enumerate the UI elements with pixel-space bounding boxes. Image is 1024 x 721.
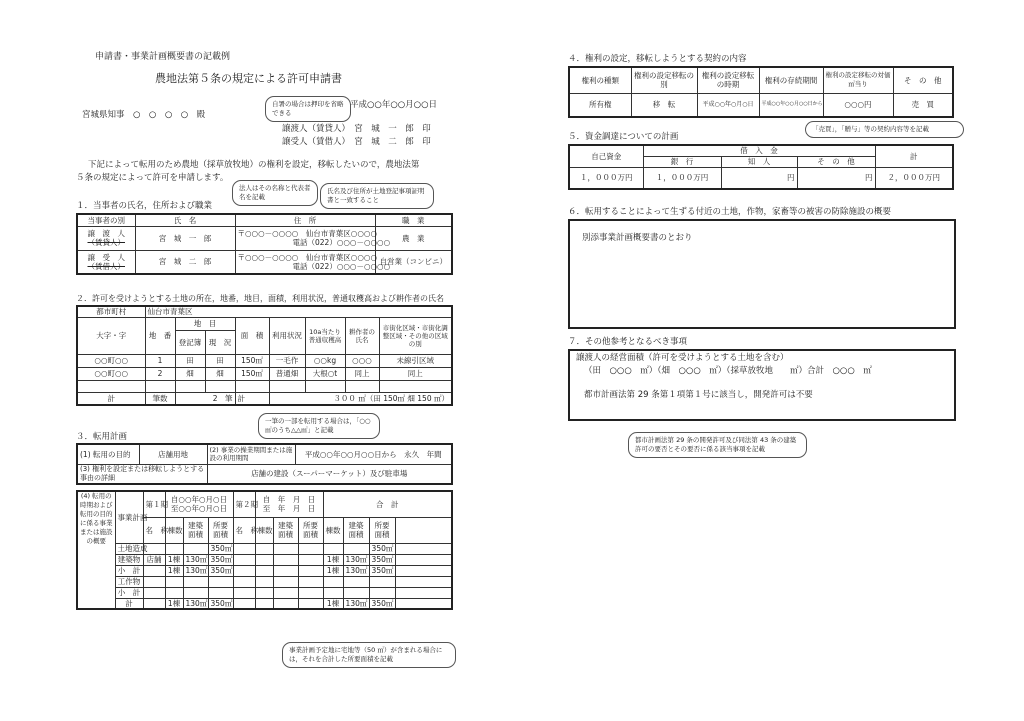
- plan-cell: [183, 543, 208, 554]
- party-phone: 電話（022）○○○－○○○○: [292, 261, 391, 271]
- land-header: 大字・字: [77, 317, 145, 354]
- application-date: 平成○○年○○月○○日: [350, 100, 438, 110]
- plan-cell: 1棟: [165, 598, 183, 609]
- parties-header: 氏 名: [135, 214, 235, 226]
- party-subtype: （賃貸人）: [87, 238, 125, 247]
- plan-cell: [143, 565, 165, 576]
- plan-cell: [143, 576, 165, 587]
- plan-cell: [369, 587, 395, 598]
- plan-cell: 350㎡: [208, 565, 233, 576]
- phase1-from: 自○○年○月○日: [170, 495, 228, 505]
- contract-table: [568, 66, 954, 118]
- plan-cell: [165, 543, 183, 554]
- bank-label: 銀 行: [643, 156, 721, 167]
- partial-note-callout: 一筆の一部を転用する場合は，「○○㎡のうち△△㎡」と記載: [258, 413, 380, 439]
- plan-row-label: 小 計: [115, 565, 143, 576]
- funding-total-label: 計: [875, 145, 953, 167]
- sec2-heading: ２．許可を受けようとする土地の所在，地番，地目，面積，利用状況，普通収穫高および耕作者の氏名: [76, 294, 444, 303]
- land-header: 市街化区域・市街化調整区域・その他の区域の別: [379, 317, 452, 354]
- party-subtype: （賃借人）: [87, 261, 125, 271]
- land-header: 現 況: [205, 330, 235, 354]
- timing-label: (4) 転用の時期および転用の目的に係る事業または施設の概要: [77, 491, 115, 609]
- plan-cell: 350㎡: [208, 554, 233, 565]
- plan-cell: 350㎡: [369, 543, 395, 554]
- land-cell: 150㎡: [235, 367, 269, 380]
- plan-col-header: 名 称: [233, 517, 255, 543]
- seal-note-callout: 自署の場合は押印を省略できる: [265, 96, 351, 122]
- land-cell: 一毛作: [269, 354, 305, 367]
- plan-cell: 1棟: [323, 565, 343, 576]
- land-cell: 畑: [205, 367, 235, 380]
- land-cell: 1: [145, 354, 175, 367]
- plan-cell: [183, 576, 208, 587]
- plan-cell: 1棟: [165, 554, 183, 565]
- table-row: [77, 543, 452, 554]
- party-name: 宮 城 二 郎: [135, 250, 235, 274]
- land-cell: ○○○: [345, 354, 379, 367]
- plan-cell: [143, 587, 165, 598]
- purpose-value: 店舗用地: [139, 444, 207, 464]
- table-row: [77, 587, 452, 598]
- contract-value: 移 転: [631, 93, 697, 117]
- plan-cell: [165, 587, 183, 598]
- plan-cell: [343, 576, 369, 587]
- table-row: [77, 354, 452, 367]
- city-label: 都市町村: [77, 306, 145, 317]
- own-funds-value: １，０００万円: [569, 167, 643, 189]
- table-row: [77, 226, 452, 250]
- other-matters-line1: 譲渡人の経営面積（許可を受けようとする土地を含む）: [576, 353, 789, 363]
- table-row: [569, 167, 953, 189]
- plan-col-header: 所要面積: [298, 517, 323, 543]
- plan-row-label: 土地造成: [115, 543, 143, 554]
- land-cell: 未線引区域: [379, 354, 452, 367]
- table-row: [77, 250, 452, 274]
- plan-cell: [323, 543, 343, 554]
- plan-cell: [208, 587, 233, 598]
- friend-label: 知 人: [721, 156, 797, 167]
- sec6-heading: ６．転用することによって生ずる付近の土地，作物，家畜等の被害の防除施設の概要: [568, 207, 892, 217]
- plan-row-label: 建築物: [115, 554, 143, 565]
- contract-value: 平成○○年○○月○○日から: [759, 93, 823, 117]
- land-cell: 同上: [345, 367, 379, 380]
- land-cell: 田: [205, 354, 235, 367]
- land-cell: ○○町○○: [77, 354, 145, 367]
- table-row: [569, 93, 953, 117]
- plan-cell: [343, 543, 369, 554]
- form-title: 農地法第５条の規定による許可申請書: [155, 72, 342, 85]
- party-phone: 電話（022）○○○－○○○○: [292, 238, 391, 247]
- address-note-callout: 氏名及び住所が土地登記事項証明書と一致すること: [320, 183, 434, 209]
- homestead-note-callout: 事業計画予定地に宅地等（50 ㎡）が含まれる場合には，それを合計した所要面積を記載: [282, 642, 456, 668]
- land-total-label: 計: [77, 392, 145, 405]
- land-cell: 大根○t: [305, 367, 345, 380]
- phase1-to: 至○○年○月○日: [170, 504, 228, 514]
- plan-col-header: 所要面積: [369, 517, 395, 543]
- addressee: 宮城県知事 ○ ○ ○ ○ 殿: [82, 110, 206, 120]
- sec5-heading: ５．資金調達についての計画: [568, 132, 679, 142]
- sec1-heading: １．当事者の氏名，住所および職業: [76, 201, 213, 211]
- party-type: 譲 受 人: [87, 252, 125, 262]
- plan-cell: 店舗: [143, 554, 165, 565]
- land-cell: ○○町○○: [77, 367, 145, 380]
- plan-table: [76, 490, 453, 610]
- plan-header-table: [76, 443, 453, 485]
- plan-cell: [369, 576, 395, 587]
- phase2-label: 第２期: [233, 491, 255, 517]
- contract-header: 権利の設定移転の時期: [697, 67, 759, 93]
- other-label: そ の 他: [797, 156, 875, 167]
- loan-label: 借 入 金: [643, 145, 875, 156]
- party-name: 宮 城 一 郎: [135, 226, 235, 250]
- phase2-to: 至 年 月 日: [262, 504, 316, 514]
- plan-cell: 350㎡: [369, 554, 395, 565]
- land-header: 耕作者の氏名: [345, 317, 379, 354]
- contract-header: そ の 他: [893, 67, 953, 93]
- plan-cell: 350㎡: [208, 543, 233, 554]
- plan-row-label: 計: [115, 598, 143, 609]
- land-total-area: ３００ ㎡（田 150㎡ 畑 150 ㎡）: [269, 392, 452, 405]
- plan-cell: 1棟: [323, 598, 343, 609]
- table-row: [77, 367, 452, 380]
- table-row: [77, 554, 452, 565]
- party-job: 自営業（コンビニ）: [375, 250, 452, 274]
- parties-header: 職 業: [375, 214, 452, 226]
- funding-table: [568, 144, 954, 190]
- bank-value: １，０００万円: [643, 167, 721, 189]
- land-header: 地 番: [145, 317, 175, 354]
- land-cell: 150㎡: [235, 354, 269, 367]
- intro-line-2: ５条の規定によって許可を申請します。: [76, 173, 229, 183]
- land-cell: ○○kg: [305, 354, 345, 367]
- contract-header: 権利の存続期間: [759, 67, 823, 93]
- land-header: 面 積: [235, 317, 269, 354]
- sec7-heading: ７．その他参考となるべき事項: [568, 337, 688, 347]
- plan-col-header: 棟数: [255, 517, 273, 543]
- contract-value: ○○○円: [823, 93, 893, 117]
- land-cell: 田: [175, 354, 205, 367]
- funding-total-value: ２，０００万円: [875, 167, 953, 189]
- land-cell: 2: [145, 367, 175, 380]
- plan-label: 事業計画: [115, 491, 143, 543]
- land-cell: 同上: [379, 367, 452, 380]
- land-header: 10a当たり普通収穫高: [305, 317, 345, 354]
- damage-prevention-text: 別添事業計画概要書のとおり: [582, 233, 693, 243]
- plan-cell: [208, 576, 233, 587]
- plan-cell: 130㎡: [183, 598, 208, 609]
- damage-prevention-box: [568, 219, 956, 329]
- contract-value: 平成○○年○月○日: [697, 93, 759, 117]
- table-row: [77, 565, 452, 576]
- other-matters-line2: （田 ○○○ ㎡）（畑 ○○○ ㎡）（採草放牧地 ㎡）合計 ○○○ ㎡: [584, 366, 872, 376]
- plan-col-header: 名 称: [143, 517, 165, 543]
- plan-cell: [143, 598, 165, 609]
- land-count: 2 筆: [175, 392, 235, 405]
- parties-header: 住 所: [235, 214, 375, 226]
- sec3-heading: ３．転用計画: [76, 432, 128, 442]
- plan-col-header: 所要面積: [208, 517, 233, 543]
- contract-note-callout: 「売買」，「贈与」等の契約内容等を記載: [805, 121, 964, 138]
- contract-header: 権利の設定移転の対価 ㎡当り: [823, 67, 893, 93]
- plan-col-header: 棟数: [323, 517, 343, 543]
- period-label: (2) 事業の操業期間または施設の利用期間: [207, 444, 295, 464]
- assignor-line: 譲渡人（賃貸人） 宮 城 一 郎 印: [282, 124, 431, 134]
- parties-table: [76, 213, 453, 275]
- plan-cell: 130㎡: [343, 565, 369, 576]
- land-header: 地 目: [175, 317, 235, 330]
- intro-line-1: 下記によって転用のため農地（採草放牧地）の権利を設定，移転したいので，農地法第: [88, 160, 420, 170]
- corp-note-callout: 法人はその名称と代表者名を記載: [232, 180, 318, 206]
- party-address: 〒○○○－○○○○ 仙台市青葉区○○○○: [237, 252, 377, 262]
- party-job: 農 業: [375, 226, 452, 250]
- plan-col-header: 建築面積: [183, 517, 208, 543]
- plan-cell: 130㎡: [183, 554, 208, 565]
- parties-header: 当事者の別: [77, 214, 135, 226]
- contract-header: 権利の種類: [569, 67, 631, 93]
- other-matters-box: [568, 349, 956, 421]
- plan-cell: 350㎡: [369, 565, 395, 576]
- land-cell: 普通畑: [269, 367, 305, 380]
- plan-cell: [323, 576, 343, 587]
- plan-cell: [183, 587, 208, 598]
- party-type: 譲 渡 人: [87, 229, 125, 238]
- plan-cell: [323, 587, 343, 598]
- table-row: [77, 598, 452, 609]
- phase2-from: 自 年 月 日: [262, 495, 316, 505]
- plan-row-label: 小 計: [115, 587, 143, 598]
- contract-value: 店舗の建設（スーパーマーケット）及び駐車場: [207, 464, 452, 484]
- table-row: [77, 576, 452, 587]
- plan-cell: 1棟: [165, 565, 183, 576]
- plan-cell: 130㎡: [343, 554, 369, 565]
- page-heading: 申請書・事業計画概要書の記載例: [95, 52, 231, 62]
- land-sum-label: 計: [235, 392, 269, 405]
- friend-value: 円: [721, 167, 797, 189]
- land-cell: 畑: [175, 367, 205, 380]
- contract-label: (3) 権利を設定または移転しようとする事由の詳細: [77, 464, 207, 484]
- sec4-heading: ４．権利の設定，移転しようとする契約の内容: [568, 54, 747, 64]
- other-matters-line3: 都市計画法第 29 条第１項第１号に該当し，開発許可は不要: [584, 390, 813, 400]
- other-value: 円: [797, 167, 875, 189]
- contract-value: 所有権: [569, 93, 631, 117]
- party-address: 〒○○○－○○○○ 仙台市青葉区○○○○: [237, 229, 377, 238]
- purpose-label: (1) 転用の目的: [77, 444, 139, 464]
- plan-col-header: 建築面積: [273, 517, 298, 543]
- own-funds-label: 自己資金: [569, 145, 643, 167]
- plan-row-label: 工作物: [115, 576, 143, 587]
- city-value: 仙台市青葉区: [145, 306, 452, 317]
- plan-col-header: 建築面積: [343, 517, 369, 543]
- plan-cell: 130㎡: [183, 565, 208, 576]
- plan-cell: 130㎡: [343, 598, 369, 609]
- plan-cell: 350㎡: [369, 598, 395, 609]
- plan-cell: [165, 576, 183, 587]
- plan-cell: 350㎡: [208, 598, 233, 609]
- permit-note-callout: 都市計画法第 29 条の開発許可及び同法第 43 条の建築許可の要否とその要否に係る該当事項を記載: [628, 432, 807, 458]
- land-header: 利用状況: [269, 317, 305, 354]
- plan-col-header: 棟数: [165, 517, 183, 543]
- phase1-label: 第１期: [143, 491, 165, 517]
- plan-cell: [343, 587, 369, 598]
- contract-header: 権利の設定移転の別: [631, 67, 697, 93]
- assignee-line: 譲受人（賃借人） 宮 城 二 郎 印: [282, 137, 431, 147]
- plan-total-label: 合 計: [323, 491, 452, 517]
- period-value: 平成○○年○○月○○日から 永久 年間: [295, 444, 452, 464]
- land-count-label: 筆数: [145, 392, 175, 405]
- land-table: [76, 305, 453, 406]
- contract-value: 売 買: [893, 93, 953, 117]
- land-header: 登記簿: [175, 330, 205, 354]
- plan-cell: 1棟: [323, 554, 343, 565]
